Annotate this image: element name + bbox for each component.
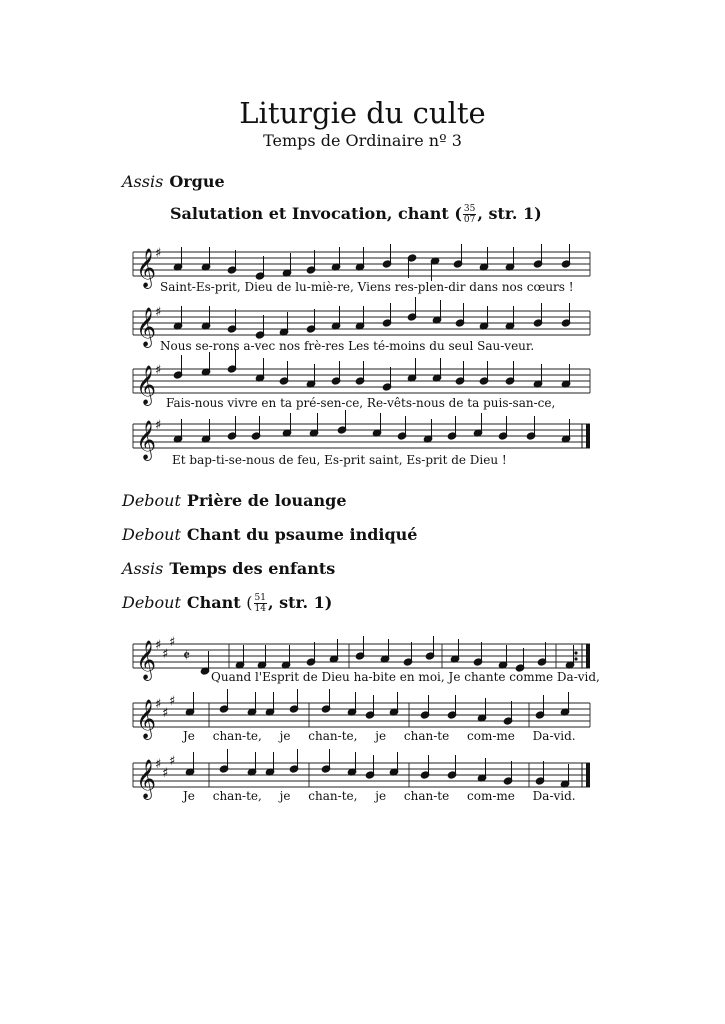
lyrics-line: Je chan-te, je chan-te, je chan-te com-me Da-vid.	[183, 729, 576, 743]
lyrics-line: Fais-nous vivre en ta pré-sen-ce, Re-vêts-nous de ta puis-san-ce,	[166, 396, 556, 410]
svg-text:♯: ♯	[162, 766, 169, 781]
posture-label: Debout	[122, 525, 181, 544]
staff-2-3	[133, 763, 590, 787]
item-name: Prière de louange	[186, 491, 347, 510]
svg-text:♯: ♯	[155, 246, 162, 261]
svg-text:♯: ♯	[162, 647, 169, 662]
liturgy-item-chant	[122, 593, 332, 614]
posture-label: Assis	[122, 172, 164, 191]
posture-label: Assis	[122, 559, 164, 578]
staff-1-4	[133, 424, 590, 448]
treble-clef-icon: 𝄞	[136, 420, 157, 460]
item-name: Chant ( $\frac{51}{14}$ , str. 1)	[186, 593, 333, 614]
svg-text:♯: ♯	[162, 706, 169, 721]
sharp-icon	[155, 246, 175, 781]
page-subtitle: Temps de Ordinaire nº 3	[263, 131, 462, 150]
svg-text:♯: ♯	[155, 418, 162, 433]
hymn-ref-fraction: $\frac{35}{07}$	[463, 204, 476, 225]
hymn-ref-fraction: $\frac{51}{14}$	[254, 593, 266, 614]
svg-text:♯: ♯	[169, 754, 176, 769]
treble-clef-icon: 𝄞	[136, 365, 157, 405]
svg-text:♯: ♯	[155, 697, 162, 712]
svg-text:♯: ♯	[155, 757, 162, 772]
svg-text:♯: ♯	[155, 305, 162, 320]
lyrics-line: Nous se-rons a-vec nos frè-res Les té-moins du seul Sau-veur.	[160, 339, 535, 353]
treble-clef-icon: 𝄞	[136, 307, 157, 347]
treble-clef-icon: 𝄞	[136, 248, 157, 288]
common-time-icon: 𝄵	[183, 646, 191, 665]
item-name: Temps des enfants	[169, 559, 336, 578]
salutation-suffix: , str. 1)	[477, 204, 542, 223]
treble-clef-icon: 𝄞	[136, 759, 157, 799]
salutation-label: Salutation et Invocation, chant (	[170, 204, 462, 223]
staff-2-2	[133, 703, 590, 727]
posture-label: Debout	[122, 491, 181, 510]
item-name: Orgue	[169, 172, 225, 191]
svg-text:♯: ♯	[169, 694, 176, 709]
lyrics-line: Je chan-te, je chan-te, je chan-te com-me Da-vid.	[183, 789, 576, 803]
svg-text:♯: ♯	[155, 638, 162, 653]
lyrics-line: Et bap-ti-se-nous de feu, Es-prit saint, Es-prit de Dieu !	[172, 453, 507, 467]
treble-clef-icon: 𝄞	[136, 699, 157, 739]
lyrics-line: Saint-Es-prit, Dieu de lu-miè-re, Viens res-plen-dir dans nos cœurs !	[160, 280, 574, 294]
svg-text:♯: ♯	[169, 635, 176, 650]
item-name: Chant du psaume indiqué	[186, 525, 418, 544]
treble-clef-icon: 𝄞	[136, 640, 157, 680]
posture-label: Debout	[122, 593, 181, 612]
liturgy-item-priere	[122, 491, 347, 510]
svg-text:♯: ♯	[155, 363, 162, 378]
lyrics-line: Quand l'Esprit de Dieu ha-bite en moi, Je chante comme Da-vid,	[211, 670, 600, 684]
liturgy-item-psaume	[122, 525, 417, 544]
liturgy-item-enfants	[122, 559, 335, 578]
page-title: Liturgie du culte	[239, 96, 486, 130]
